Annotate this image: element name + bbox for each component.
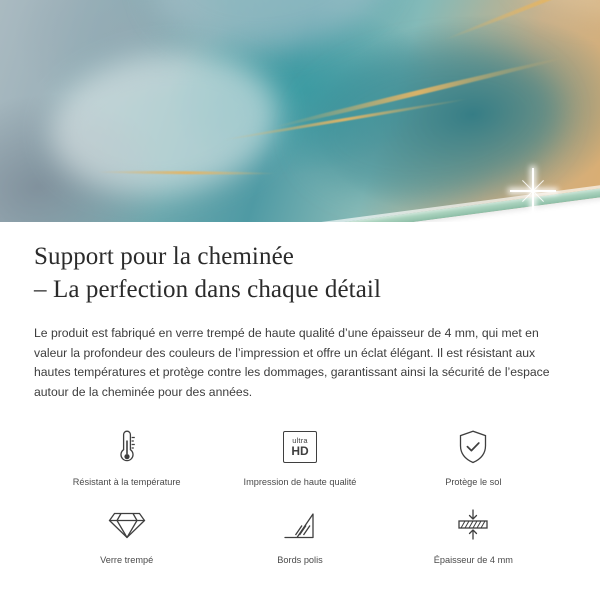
feature-item-polished-edges <box>213 504 386 566</box>
feature-label: Épaisseur de 4 mm <box>433 555 513 565</box>
hero-product-image <box>0 0 600 222</box>
feature-label: Verre trempé <box>100 555 154 565</box>
content-block <box>0 222 600 566</box>
headline-line-2: – La perfection dans chaque détail <box>34 276 381 303</box>
feature-label: Protège le sol <box>445 477 502 487</box>
thermometer-icon <box>116 426 138 468</box>
feature-item-print-quality <box>213 426 386 488</box>
badge-bottom-text: HD <box>291 444 309 459</box>
feature-grid <box>34 426 566 566</box>
feature-item-floor-protection <box>387 426 560 488</box>
polished-edges-icon <box>283 504 317 546</box>
badge-top-text: ultra <box>292 435 308 445</box>
abstract-marble-artwork <box>0 0 600 222</box>
feature-label: Résistant à la température <box>72 477 181 487</box>
feature-label: Impression de haute qualité <box>243 477 357 487</box>
ultra-hd-icon <box>283 426 317 468</box>
glass-panel <box>0 0 600 222</box>
description-paragraph: Le produit est fabriqué en verre trempé de haute qualité d’une épaisseur de 4 mm, qui met en valeur la profondeur des couleurs de l’impression et offre un éclat élégant. Il est résistant aux hautes températures et protège contre les dommages, garantissant ainsi la sécurité de l’espace autour de la cheminée pour des années. <box>34 326 550 399</box>
diamond-icon <box>108 504 146 546</box>
thickness-arrows-icon <box>455 504 491 546</box>
shield-check-icon <box>456 426 490 468</box>
color-wash <box>293 32 570 215</box>
color-wash <box>41 39 287 208</box>
feature-item-temperature <box>40 426 213 488</box>
feature-label: Bords polis <box>277 555 323 565</box>
page-footer-spacer <box>0 586 600 600</box>
feature-item-thickness <box>387 504 560 566</box>
page-title <box>34 240 566 306</box>
headline-line-1: Support pour la cheminée <box>34 243 294 270</box>
feature-item-tempered-glass <box>40 504 213 566</box>
